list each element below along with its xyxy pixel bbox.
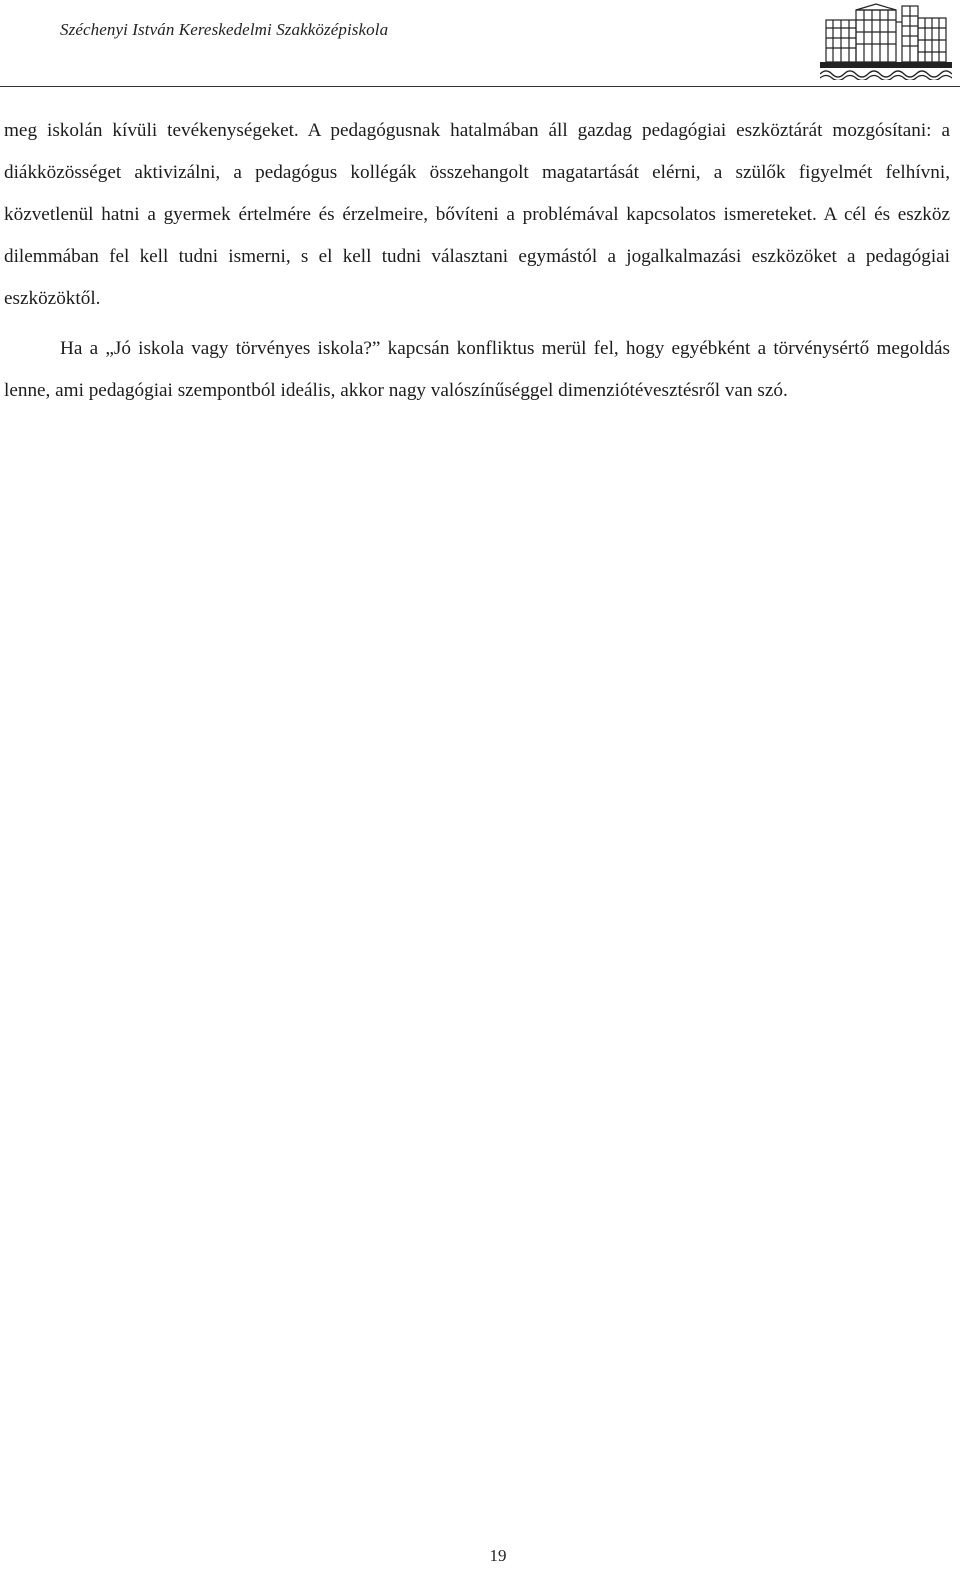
page-number: 19 xyxy=(489,1546,507,1565)
header-divider xyxy=(0,86,960,87)
header-title: Széchenyi István Kereskedelmi Szakközépiskola xyxy=(60,20,389,39)
document-body xyxy=(4,110,950,412)
paragraph: Ha a „Jó iskola vagy törvényes iskola?” kapcsán konfliktus merül fel, hogy egyébként a törvénysértő megoldás lenne, ami pedagógiai szempontból ideális, akkor nagy valószínűséggel dimenziótévesztésről van szó. xyxy=(4,338,950,401)
paragraph: meg iskolán kívüli tevékenységeket. A pedagógusnak hatalmában áll gazdag pedagógiai eszköztárát mozgósítani: a diákközösséget aktivizálni, a pedagógus kollégák összehangolt magatartását elérni, a szülők figyelmét felhívni, közvetlenül hatni a gyermek értelmére és érzelmeire, bővíteni a problémával kapcsolatos ismereteket. A cél és eszköz dilemmában fel kell tudni ismerni, s el kell tudni választani egymástól a jogalkalmazási eszközöket a pedagógiai eszközöktől. xyxy=(4,120,950,309)
school-building-logo-icon xyxy=(820,2,952,80)
page-header xyxy=(0,0,960,92)
